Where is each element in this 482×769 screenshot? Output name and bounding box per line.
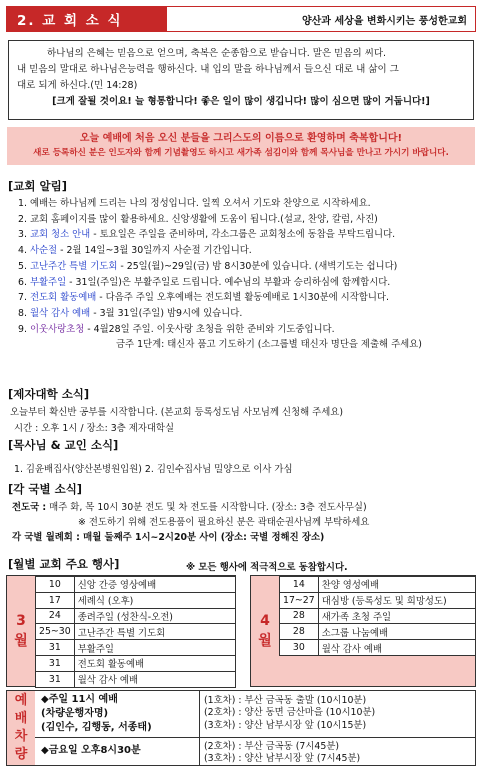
list-item: 8. 월삭 감사 예배 - 3월 31일(주일) 밤9시에 있습니다. (18, 307, 243, 319)
mission-note: ※ 전도하기 위해 전도용품이 필요하신 분은 곽태순권사님께 부탁하세요 (78, 517, 370, 528)
monthly-schedule (6, 575, 476, 687)
month-label-march: 3 월 (14, 613, 28, 649)
mission-heading: [각 국별 소식] (8, 482, 83, 496)
schedule-heading: [월별 교회 주요 행사] (8, 557, 120, 571)
mission-monthly: 각 국별 월례회 : 매월 둘째주 1시~2시20분 사이 (장소: 국별 정해진 장소) (12, 532, 325, 543)
list-item: 1. 예배는 하나님께 드리는 나의 정성입니다. 일찍 오셔서 기도와 찬양으로 시작하세요. (18, 198, 371, 209)
discipleship-line: 오늘부터 확신반 공부를 시작합니다. (본교회 등록성도님 사모님께 신청해 주세요) (10, 407, 343, 418)
march-events-table (35, 576, 236, 688)
welcome-banner (7, 127, 475, 165)
month-label-april: 4 월 (258, 613, 272, 649)
april-events-table (279, 576, 476, 656)
route-item: (3호차) : 양산 남부시장 앞 (7시45분) (204, 753, 361, 765)
table-row: 10 신앙 간증 영상예배 (36, 577, 236, 593)
list-item: 6. 부활주일 - 31일(주일)은 부활주일로 드립니다. 예수님의 부활과 승리하심에 함께합시다. (18, 276, 391, 288)
table-row: 17 세례식 (오후) (36, 592, 236, 608)
list-item-sub: 금주 1단계: 태신자 품고 기도하기 (소그룹별 태신자 명단을 제출해 주세요) (116, 339, 422, 351)
table-row: 31 부활주일 (36, 640, 236, 656)
welcome-line: 오늘 예배에 처음 오신 분들을 그리스도의 이름으로 환영하며 축복합니다! (79, 133, 403, 144)
sunday-routes (200, 695, 475, 732)
list-item: 4. 사순절 - 2월 14일~3월 30일까지 사순절 기간입니다. (18, 245, 252, 257)
section-header (6, 6, 476, 32)
list-item: 2. 교회 홈페이지를 많이 활용하세요. 신앙생활에 도움이 됩니다.(설교, 찬양, 칼럼, 사진) (18, 213, 378, 225)
sunday-service: ◆주일 11시 예배 (차량운행자명) (김인수, 김행동, 서종태) (35, 691, 200, 737)
church-news-heading: [교회 알림] (8, 179, 67, 193)
route-item: (1호차) : 부산 금곡동 출발 (10시10분) (204, 695, 367, 706)
table-row: 14 찬양 영성예배 (280, 577, 476, 593)
verse-line: 대로 되게 하신다.(민 14:28) (17, 80, 138, 91)
welcome-line: 새로 등록하신 분은 인도자와 함께 기념촬영도 하시고 새가족 섬김이와 함께 목사님을 만나고 가시기 바랍니다. (33, 148, 449, 158)
verse-box (8, 40, 474, 120)
discipleship-heading: [제자대학 소식] (8, 387, 90, 401)
verse-declaration: [크게 잘될 것이요! 늘 형통합니다! 좋은 일이 많이 생깁니다! 많이 심으면 많이 거둡니다!] (52, 96, 430, 107)
church-news-list (18, 196, 476, 353)
route-item: (2호차) : 부산 금곡동 (7시45분) (204, 741, 340, 752)
section-title: 2. 교 회 소 식 (7, 7, 167, 31)
list-item: 5. 고난주간 특별 기도회 - 25일(월)~29일(금) 밤 8시30분에 있습니다. (새벽기도는 쉽니다) (18, 260, 398, 272)
verse-line: 하나님의 은혜는 믿음으로 얻으며, 축복은 순종함으로 받습니다. 말은 믿음의 씨다. (47, 48, 387, 59)
mission-line: 전도국 : 매주 화, 목 10시 30분 전도 및 차 전도를 시작합니다. (장소: 3층 전도사무실) (12, 502, 367, 513)
pastor-news-line: 1. 김윤배집사(양산본병원입원) 2. 김인수집사님 밀양으로 이사 가심 (14, 464, 293, 475)
friday-routes (200, 741, 475, 766)
list-item: 3. 교회 청소 안내 - 토요일은 주일을 준비하며, 각소그룹은 교회청소에 동참을 부탁드립니다. (18, 229, 396, 241)
pastor-news-heading: [목사님 & 교인 소식] (8, 438, 119, 452)
discipleship-line: 시간 : 오후 1시 / 장소: 3층 제자대학실 (14, 423, 174, 434)
table-row: 31 월삭 감사 예배 (36, 671, 236, 687)
march-box (6, 575, 236, 687)
table-row: 28 새가족 초청 주일 (280, 608, 476, 624)
table-row: 28 소그룹 나눔예배 (280, 624, 476, 640)
schedule-note: ※ 모든 행사에 적극적으로 동참합시다. (186, 562, 348, 573)
route-item: (2호차) : 양산 동면 금산마을 (10시10분) (204, 707, 376, 719)
list-item: 9. 이웃사랑초청 - 4월28일 주일. 이웃사랑 초청을 위한 준비와 기도중입니다. (18, 323, 335, 335)
april-box (250, 575, 476, 687)
table-row: 17~27 대심방 (등록성도 및 희망성도) (280, 592, 476, 608)
friday-service: ◆금요일 오후8시30분 (35, 737, 200, 766)
route-item: (3호차) : 양산 남부시장 앞 (10시15분) (204, 719, 367, 731)
table-row: 25~30 고난주간 특별 기도회 (36, 624, 236, 640)
list-item: 7. 전도회 활동예배 - 다음주 주일 오후예배는 전도회별 활동예배로 1시30분에 시작합니다. (18, 292, 389, 304)
service-bus-box (6, 690, 476, 766)
table-row: 31 전도회 활동예배 (36, 655, 236, 671)
table-row: 24 종려주일 (성찬식-오전) (36, 608, 236, 624)
bus-label: 예 배 차 량 (7, 691, 35, 765)
church-slogan: 양산과 세상을 변화시키는 풍성한교회 (301, 15, 467, 27)
verse-line: 내 믿음의 말대로 하나님은능력을 행하신다. 내 입의 말을 하나님께서 들으신 대로 내 삶이 그 (17, 64, 399, 75)
table-row: 30 월삭 감사 예배 (280, 640, 476, 656)
